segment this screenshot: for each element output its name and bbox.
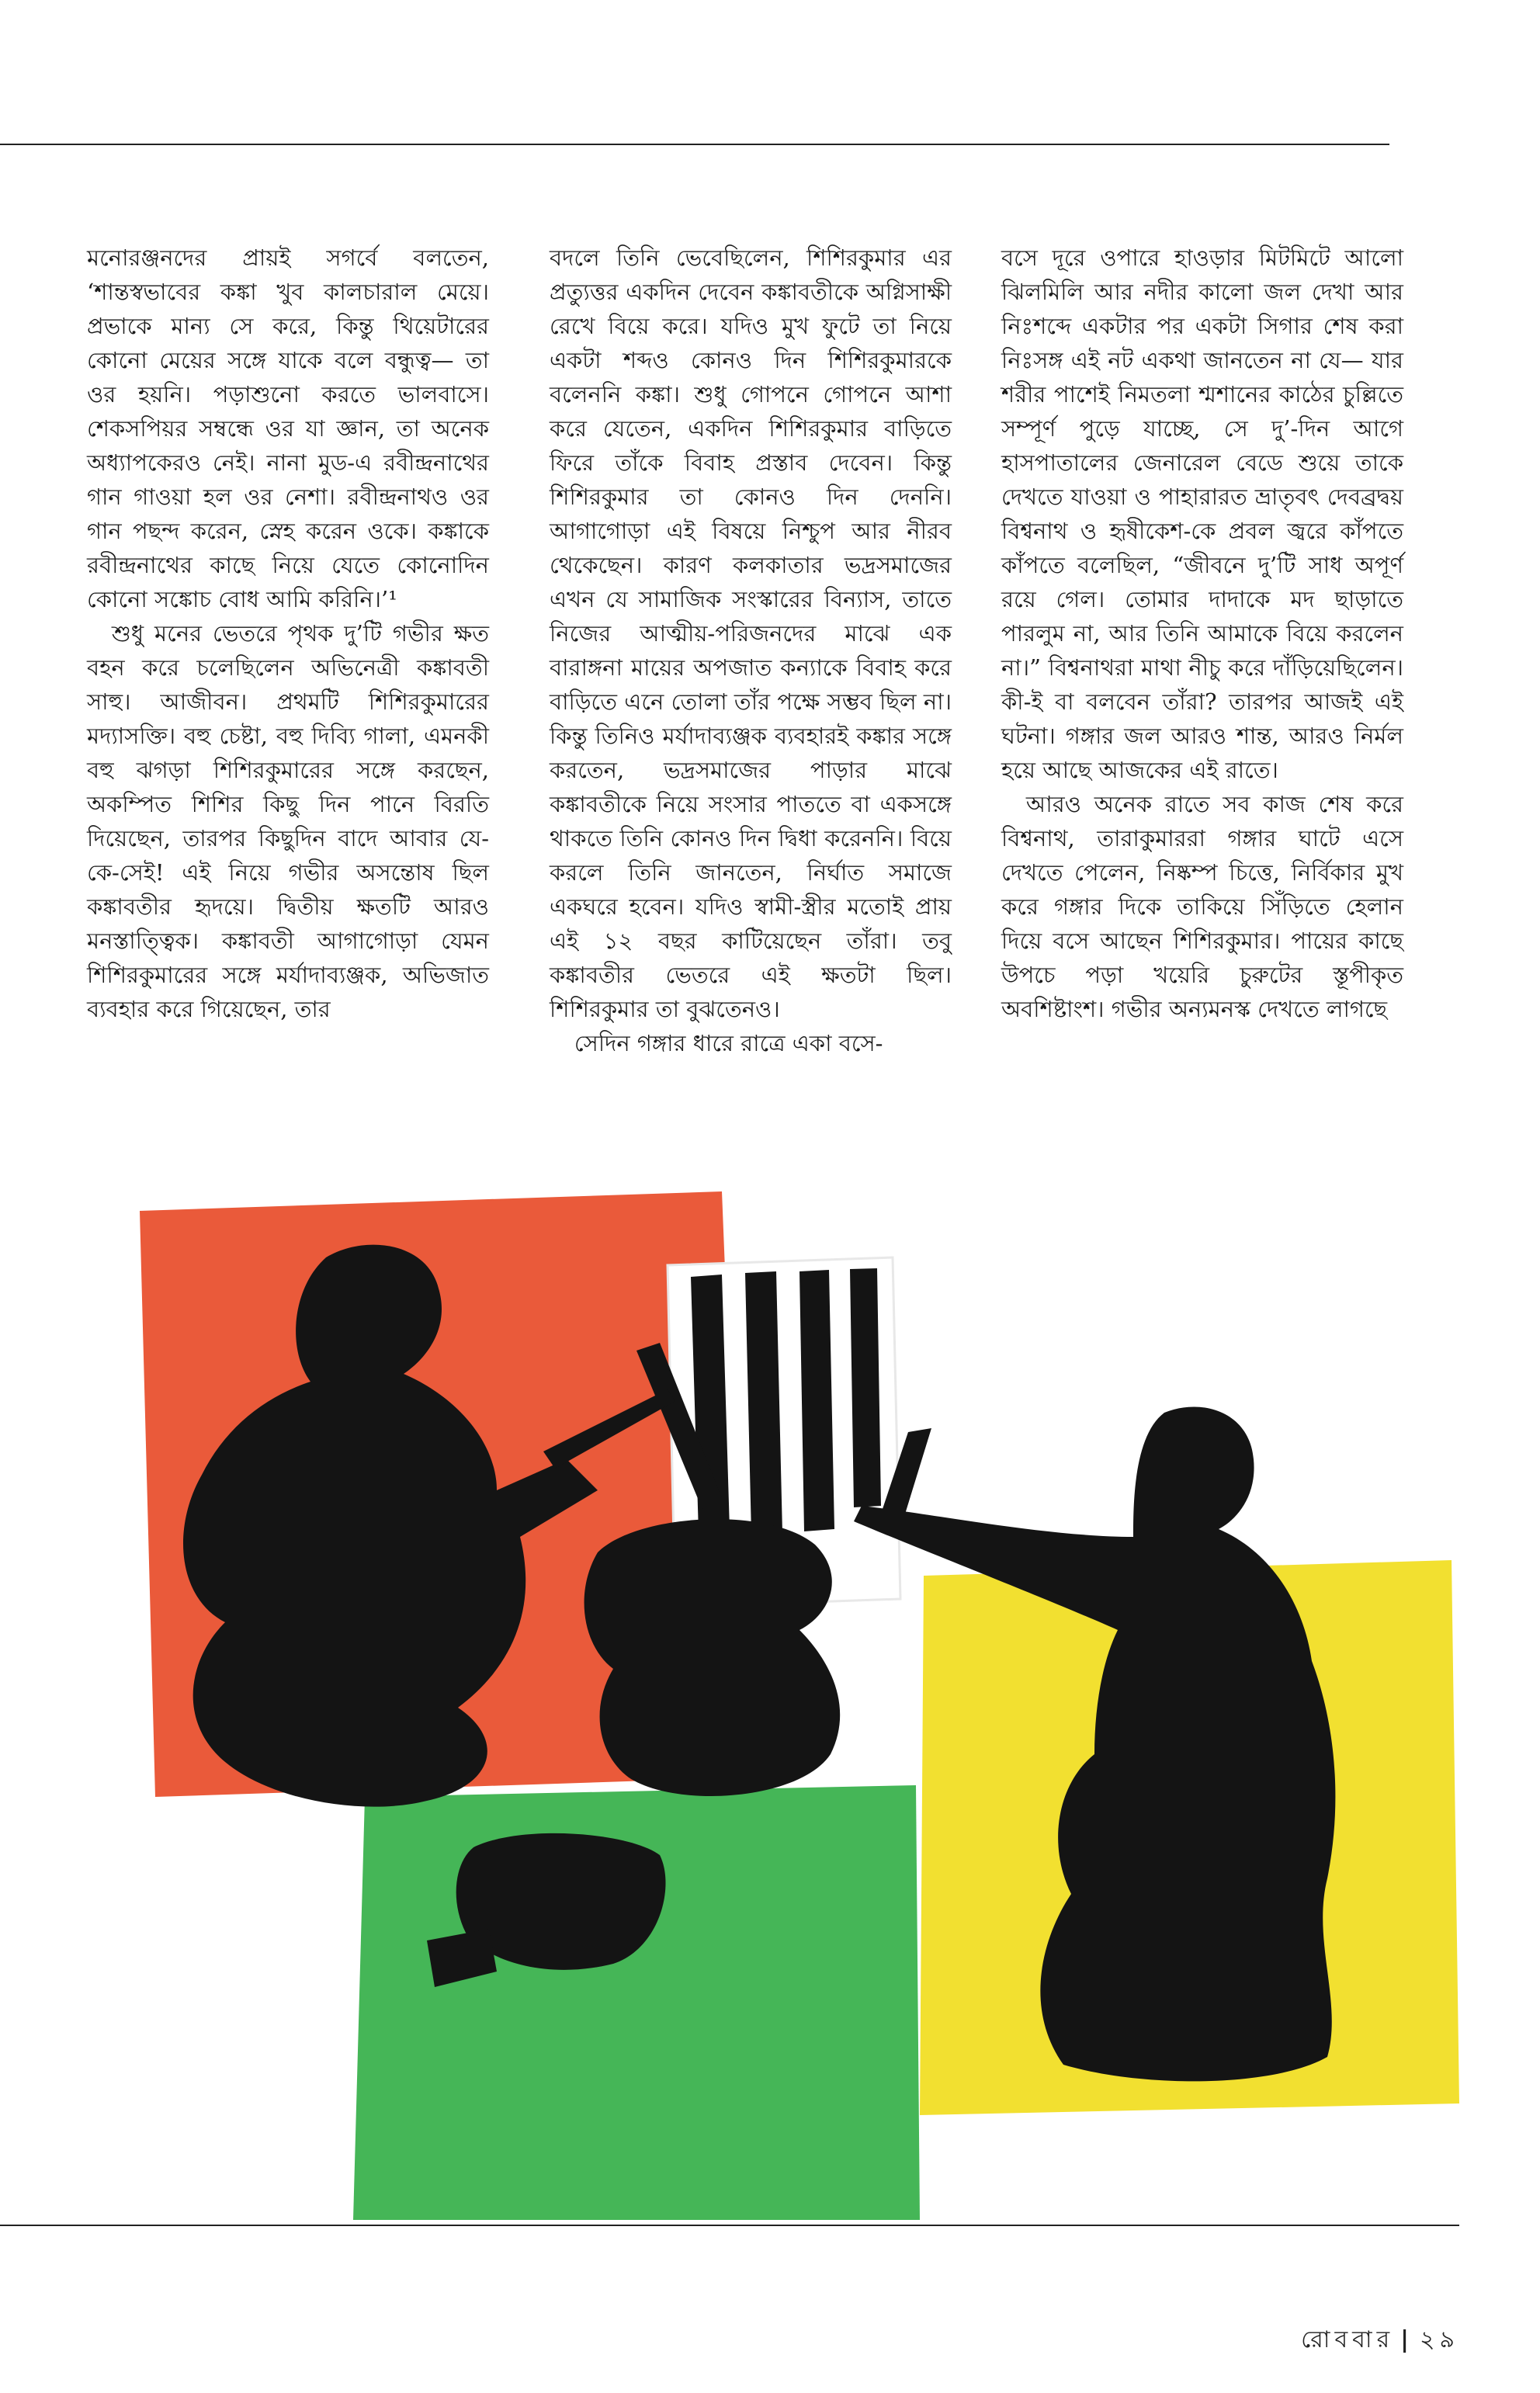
- paragraph: বসে দূরে ওপারে হাওড়ার মিটমিটে আলো ঝিলমিলি আর নদীর কালো জল দেখা আর নিঃশব্দে একটার পর একটা সিগার শেষ করা নিঃসঙ্গ এই নট একথা জানতেন না যে— যার শরীর পাশেই নিমতলা শ্মশানের কাঠের চুল্লিতে সম্পূর্ণ পুড়ে যাচ্ছে, সে দু’-দিন আগে হাসপাতালের জেনারেল বেডে শুয়ে তাকে দেখতে যাওয়া ও পাহারারত ভ্রাতৃবৎ দেবব্রদ্বয় বিশ্বনাথ ও হৃষীকেশ-কে প্রবল জ্বরে কাঁপতে কাঁপতে বলেছিল, “জীবনে দু’টি সাধ অপূর্ণ রয়ে গেল। তোমার দাদাকে মদ ছাড়াতে পারলুম না, আর তিনি আমাকে বিয়ে করলেন না।” বিশ্বনাথরা মাথা নীচু করে দাঁড়িয়েছিলেন। কী-ই বা বলবেন তাঁরা? তারপর আজই এই ঘটনা। গঙ্গার জল আরও শান্ত, আরও নির্মল হয়ে আছে আজকের এই রাতে।: [1001, 245, 1403, 783]
- text-column-1: [87, 241, 489, 1026]
- paragraph: সেদিন গঙ্গার ধারে রাত্রে একা বসে-: [574, 1030, 883, 1056]
- paragraph: মনোরঞ্জনদের প্রায়ই সগর্বে বলতেন, ‘শান্তস্বভাবের কঙ্কা খুব কালচারাল মেয়ে। প্রভাকে মান্য সে করে, কিন্তু থিয়েটারের কোনো মেয়ের সঙ্গে যাকে বলে বন্ধুত্ব— তা ওর হয়নি। পড়াশুনো করতে ভালবাসে। শেকসপিয়র সম্বন্ধে ওর যা জ্ঞান, তা অনেক অধ্যাপকেরও নেই। নানা মুড-এ রবীন্দ্রনাথের গান গাওয়া হল ওর নেশা। রবীন্দ্রনাথও ওর গান পছন্দ করেন, স্নেহ করেন ওকে। কঙ্কাকে রবীন্দ্রনাথের কাছে নিয়ে যেতে কোনোদিন কোনো সঙ্কোচ বোধ আমি করিনি।’¹: [87, 245, 489, 612]
- text-column-3: [1001, 241, 1403, 1026]
- bottom-rule: [0, 2225, 1459, 2226]
- text-column-2: [550, 241, 952, 1060]
- paragraph: বদলে তিনি ভেবেছিলেন, শিশিরকুমার এর প্রত্যুত্তর একদিন দেবেন কঙ্কাবতীকে অগ্নিসাক্ষী রেখে বিয়ে করে। যদিও মুখ ফুটে তা নিয়ে একটা শব্দও কোনও দিন শিশিরকুমারকে বলেননি কঙ্কা। শুধু গোপনে গোপনে আশা করে যেতেন, একদিন শিশিরকুমার বাড়িতে ফিরে তাঁকে বিবাহ প্রস্তাব দেবেন। কিন্তু শিশিরকুমার তা কোনও দিন দেননি। আগাগোড়া এই বিষয়ে নিশ্চুপ আর নীরব থেকেছেন। কারণ কলকাতার ভদ্রসমাজের এখন যে সামাজিক সংস্কারের বিন্যাস, তাতে নিজের আত্মীয়-পরিজনদের মাঝে এক বারাঙ্গনা মায়ের অপজাত কন্যাকে বিবাহ করে বাড়িতে এনে তোলা তাঁর পক্ষে সম্ভব ছিল না। কিন্তু তিনিও মর্যাদাব্যঞ্জক ব্যবহারই কঙ্কার সঙ্গে করতেন, ভদ্রসমাজের পাড়ার মাঝে কঙ্কাবতীকে নিয়ে সংসার পাততে বা একসঙ্গে থাকতে তিনি কোনও দিন দ্বিধা করেননি। বিয়ে করলে তিনি জানতেন, নির্ঘাত সমাজে একঘরে হবেন। যদিও স্বামী-স্ত্রীর মতোই প্রায় এই ১২ বছর কাটিয়েছেন তাঁরা। তবু কঙ্কাবতীর ভেতরে এই ক্ষতটা ছিল। শিশিরকুমার তা বুঝতেনও।: [550, 245, 952, 1022]
- paragraph: আরও অনেক রাতে সব কাজ শেষ করে বিশ্বনাথ, তারাকুমাররা গঙ্গার ঘাটে এসে দেখতে পেলেন, নিষ্কম্প চিত্তে, নির্বিকার মুখ করে গঙ্গার দিকে তাকিয়ে সিঁড়িতে হেলান দিয়ে বসে আছেন শিশিরকুমার। পায়ের কাছে উপচে পড়া খয়েরি চুরুটের স্তূপীকৃত অবশিষ্টাংশ। গভীর অন্যমনস্ক দেখতে লাগছে: [1001, 791, 1403, 1022]
- page-number: ২৯: [1420, 2326, 1459, 2353]
- stove-silhouette: [584, 1519, 841, 1796]
- footer-separator: |: [1400, 2326, 1414, 2353]
- paragraph: শুধু মনের ভেতরে পৃথক দু’টি গভীর ক্ষত বহন করে চলেছিলেন অভিনেত্রী কঙ্কাবতী সাহু। আজীবন। প্রথমটি শিশিরকুমারের মদ্যাসক্তি। বহু চেষ্টা, বহু দিব্যি গালা, এমনকী বহু ঝগড়া শিশিরকুমারের সঙ্গে করছেন, অকম্পিত শিশির কিছু দিন পানে বিরতি দিয়েছেন, তারপর কিছুদিন বাদে আবার যে-কে-সেই! এই নিয়ে গভীর অসন্তোষ ছিল কঙ্কাবতীর হৃদয়ে। দ্বিতীয় ক্ষতটি আরও মনস্তাত্ত্বিক। কঙ্কাবতী আগাগোড়া যেমন শিশিরকুমারের সঙ্গে মর্যাদাব্যঞ্জক, অভিজাত ব্যবহার করে গিয়েছেন, তার: [87, 620, 489, 1022]
- top-rule: [0, 144, 1389, 145]
- collage-illustration: [132, 1164, 1475, 2220]
- magazine-name: রোববার: [1301, 2326, 1395, 2353]
- page-footer: [1301, 2321, 1459, 2360]
